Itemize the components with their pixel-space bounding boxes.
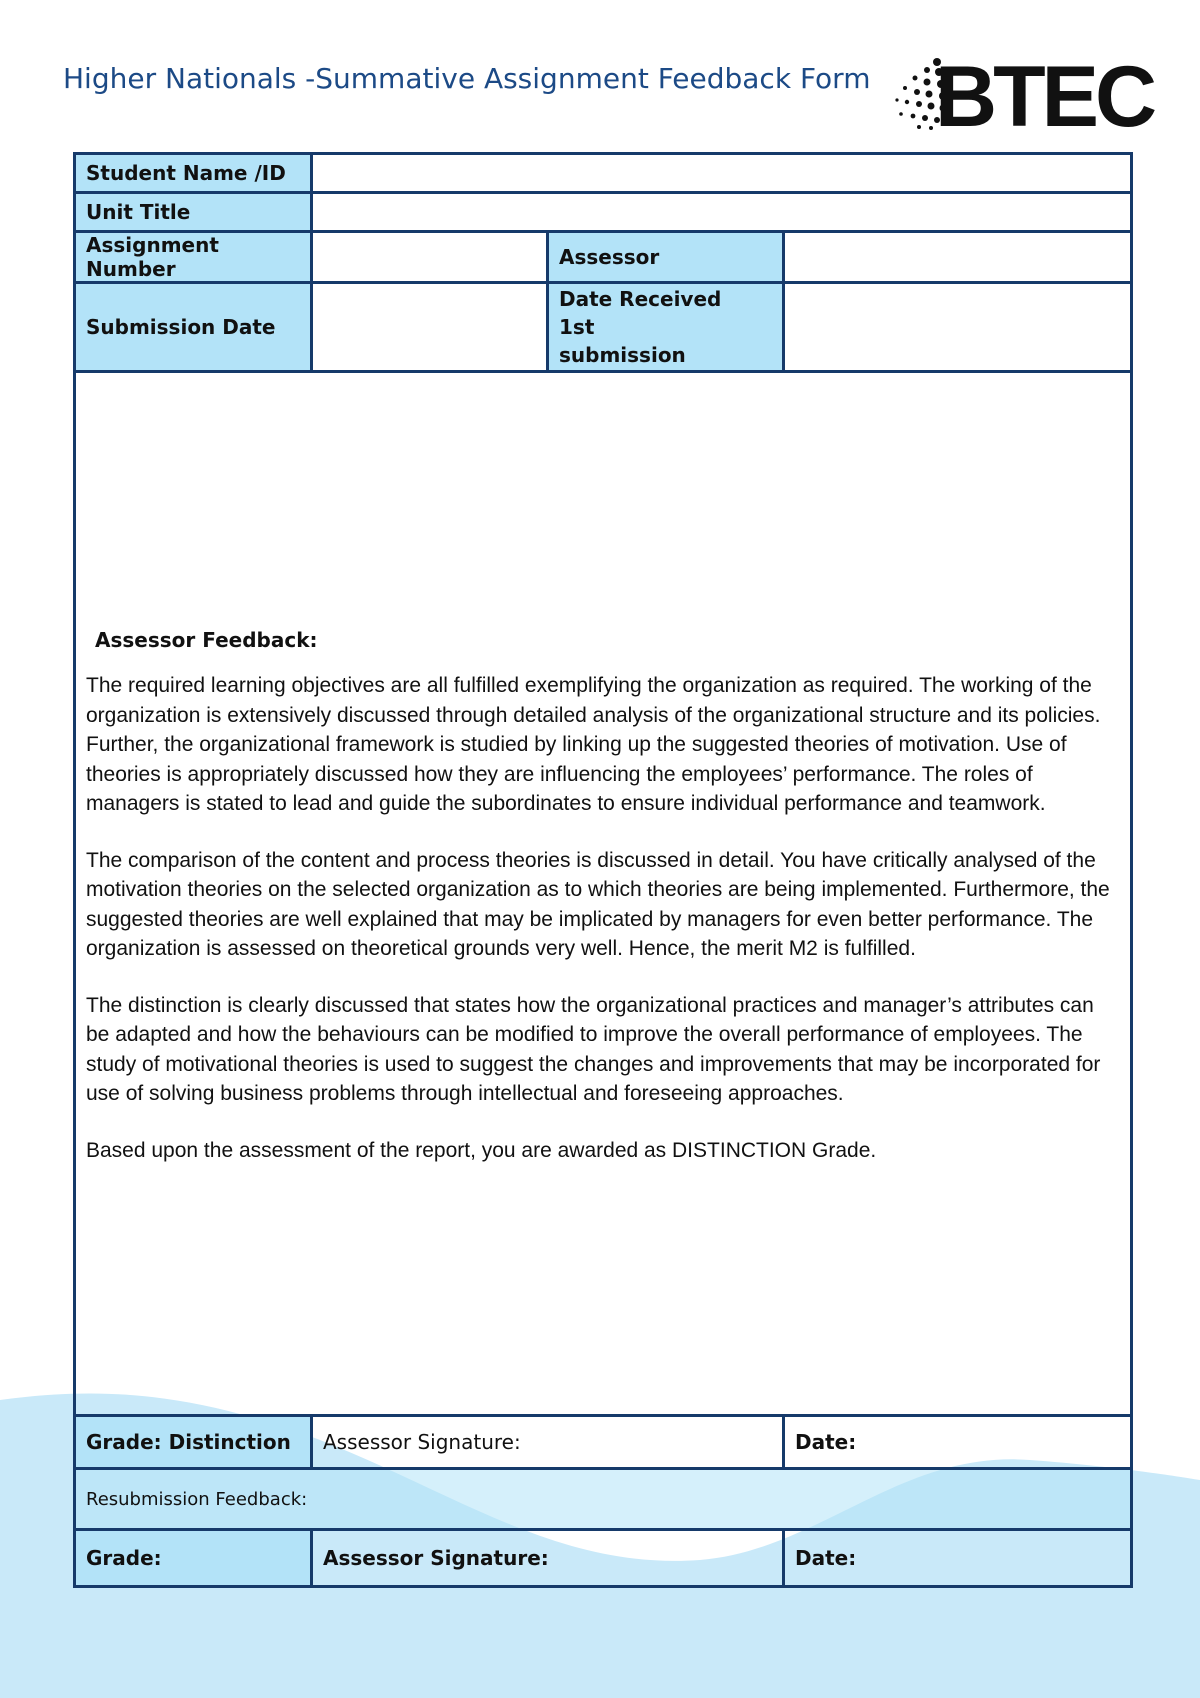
date-received-line-1: Date Received: [559, 287, 722, 311]
unit-title-label: Unit Title: [75, 193, 312, 232]
resubmission-feedback-field[interactable]: Resubmission Feedback:: [75, 1469, 1132, 1530]
feedback-paragraph-3: The distinction is clearly discussed that states how the organizational practices and manager’s attributes can be adapted and how the behaviours can be modified to improve the overall performance of employees. The study of motivational theories is used to suggest the changes and improvements that may be incorporated for use of solving business problems through intellectual and foreseeing approaches.: [86, 993, 1101, 1105]
assessor-feedback-area[interactable]: [75, 372, 1132, 1416]
btec-logo: [893, 49, 1154, 145]
assessor-label: Assessor: [548, 232, 784, 283]
logo-text: BTEC: [935, 49, 1154, 145]
resubmission-feedback-row: [75, 1469, 1132, 1530]
assessor-feedback-text: [86, 671, 1120, 1165]
feedback-row: [75, 372, 1132, 1416]
submission-date-field[interactable]: [312, 283, 548, 372]
student-name-row: [75, 154, 1132, 193]
grade-row: [75, 1416, 1132, 1469]
feedback-form-table: [73, 152, 1133, 1588]
resubmission-grade-label: Grade:: [75, 1530, 312, 1587]
feedback-paragraph-1: The required learning objectives are all fulfilled exemplifying the organization as required. The working of the organization is extensively discussed through detailed analysis of the organizational structure and its policies. Further, the organizational framework is studied by linking up the suggested theories of motivation. Use of theories is appropriately discussed how they are influencing the employees’ performance. The roles of managers is stated to lead and guide the subordinates to ensure individual performance and teamwork.: [86, 674, 1101, 815]
date-received-label: [548, 283, 784, 372]
assessor-feedback-label: Assessor Feedback:: [95, 628, 318, 652]
feedback-paragraph-4: Based upon the assessment of the report, you are awarded as DISTINCTION Grade.: [86, 1138, 877, 1162]
submission-date-label: Submission Date: [75, 283, 312, 372]
student-name-field[interactable]: [312, 154, 1132, 193]
grade-label: Grade: Distinction: [75, 1416, 312, 1469]
date-received-field[interactable]: [784, 283, 1132, 372]
date-received-line-2: 1st: [559, 315, 595, 339]
resubmission-assessor-signature-field[interactable]: Assessor Signature:: [312, 1530, 784, 1587]
resubmission-date-field[interactable]: Date:: [784, 1530, 1132, 1587]
submission-row: [75, 283, 1132, 372]
feedback-paragraph-2: The comparison of the content and process theories is discussed in detail. You have critically analysed of the motivation theories on the selected organization as to which theories are being implemented. Furthermore, the suggested theories are well explained that may be implicated by managers for even better performance. The organization is assessed on theoretical grounds very well. Hence, the merit M2 is fulfilled.: [86, 848, 1110, 960]
assessor-field[interactable]: [784, 232, 1132, 283]
date-field[interactable]: Date:: [784, 1416, 1132, 1469]
assignment-row: [75, 232, 1132, 283]
page-title: Higher Nationals -Summative Assignment Feedback Form: [63, 62, 871, 95]
assignment-number-field[interactable]: [312, 232, 548, 283]
student-name-label: Student Name /ID: [75, 154, 312, 193]
resubmission-grade-row: [75, 1530, 1132, 1587]
assessor-signature-field[interactable]: Assessor Signature:: [312, 1416, 784, 1469]
unit-title-row: [75, 193, 1132, 232]
assignment-number-label: Assignment Number: [75, 232, 312, 283]
date-received-line-3: submission: [559, 343, 686, 367]
unit-title-field[interactable]: [312, 193, 1132, 232]
